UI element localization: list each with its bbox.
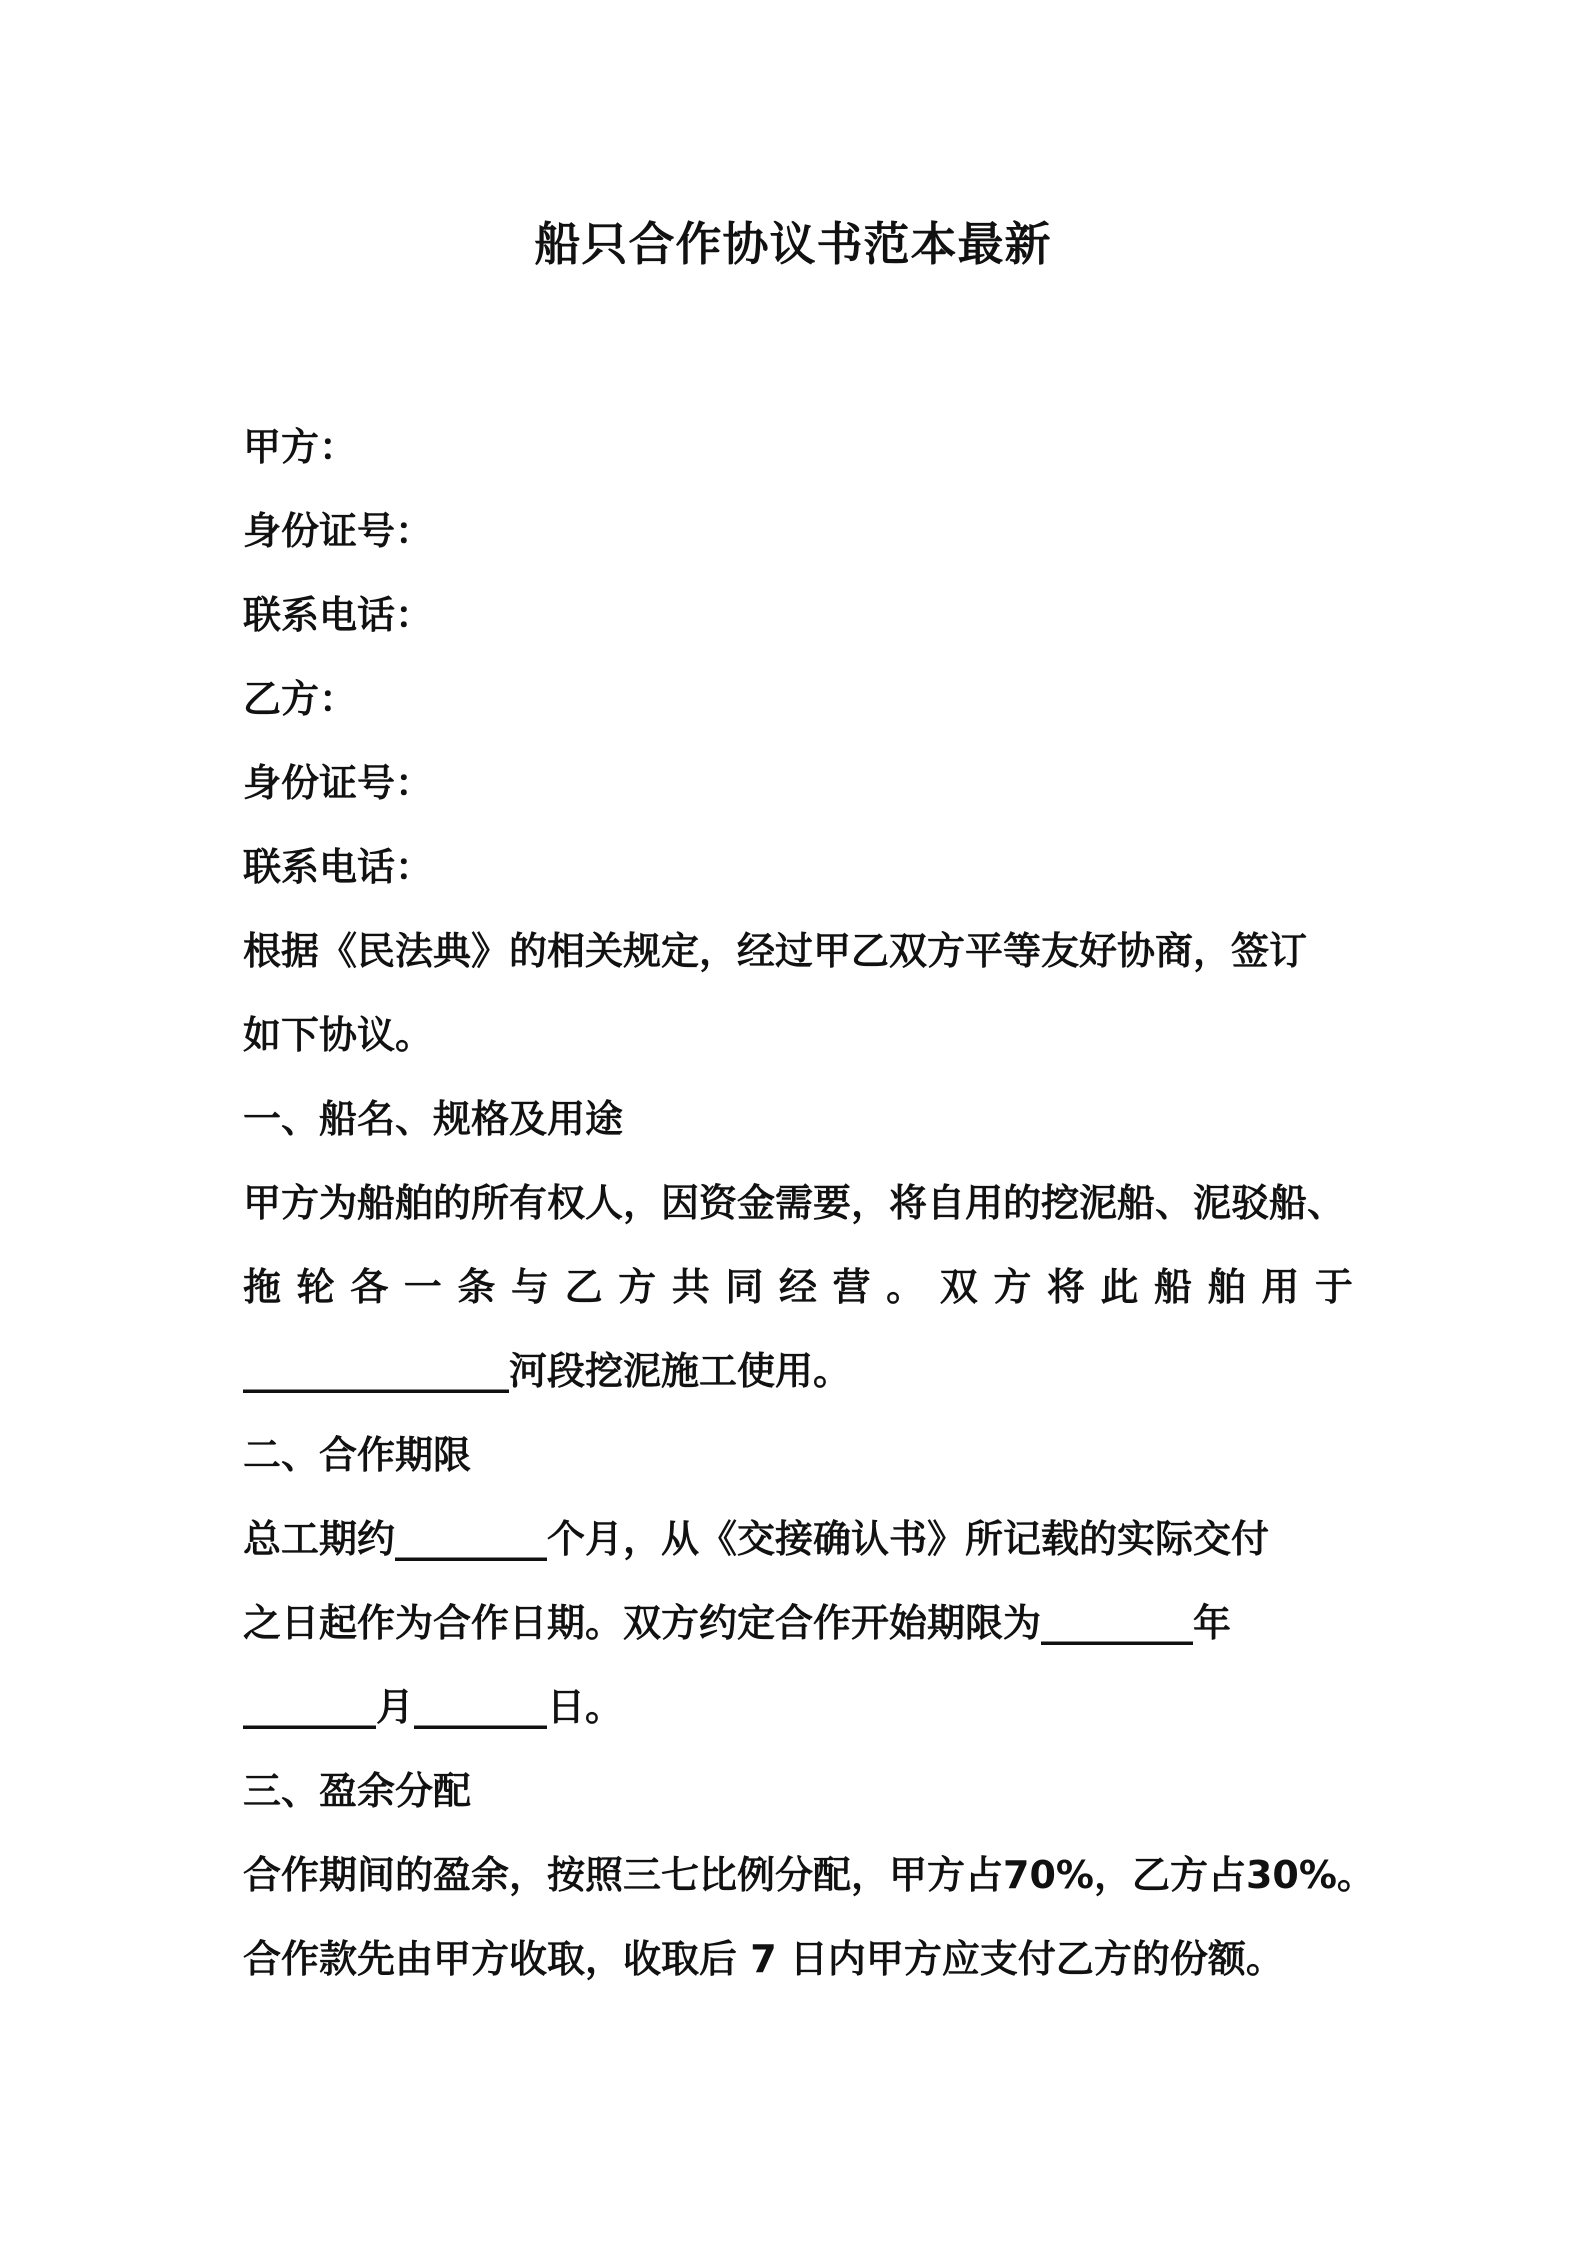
char: 条 [457, 1265, 496, 1309]
document-title: 船只合作协议书范本最新 [534, 217, 1052, 271]
char: 此 [1100, 1265, 1139, 1309]
char: 。 [886, 1265, 925, 1309]
char: 将 [1046, 1265, 1085, 1309]
char: 拖 [243, 1265, 282, 1309]
party-a-id-label: 身份证号： [243, 509, 434, 553]
section-2-line-1: 总工期约________个月，从《交接确认书》所记载的实际交付 [243, 1517, 1270, 1561]
intro-line-1: 根据《民法典》的相关规定，经过甲乙双方平等友好协商，签订 [243, 929, 1308, 973]
party-b-id-label: 身份证号： [243, 761, 434, 805]
section-3-heading: 三、盈余分配 [243, 1769, 472, 1813]
char: 于 [1314, 1265, 1353, 1309]
char: 方 [993, 1265, 1032, 1309]
char: 共 [671, 1265, 710, 1309]
section-1-heading: 一、船名、规格及用途 [243, 1097, 624, 1141]
char: 方 [618, 1265, 657, 1309]
party-a-phone-label: 联系电话： [243, 593, 434, 637]
section-2-line-2: 之日起作为合作日期。双方约定合作开始期限为________年 [243, 1601, 1232, 1645]
char: 各 [350, 1265, 389, 1309]
intro-line-2: 如下协议。 [243, 1013, 434, 1057]
char: 经 [778, 1265, 817, 1309]
section-1-line-3: ______________河段挖泥施工使用。 [243, 1349, 852, 1393]
party-b-label: 乙方： [243, 677, 358, 721]
party-b-phone-label: 联系电话： [243, 845, 434, 889]
section-1-line-1: 甲方为船舶的所有权人，因资金需要，将自用的挖泥船、泥驳船、 [243, 1181, 1346, 1225]
char: 轮 [296, 1265, 335, 1309]
char: 营 [832, 1265, 871, 1309]
char: 一 [403, 1265, 442, 1309]
section-2-heading: 二、合作期限 [243, 1433, 472, 1477]
section-3-line-1: 合作期间的盈余，按照三七比例分配，甲方占70%，乙方占30%。 [243, 1853, 1375, 1897]
document-body [243, 405, 1375, 2001]
char: 乙 [564, 1265, 603, 1309]
char: 与 [510, 1265, 549, 1309]
section-3-line-2: 合作款先由甲方收取，收取后 7 日内甲方应支付乙方的份额。 [243, 1937, 1284, 1981]
char: 舶 [1207, 1265, 1246, 1309]
party-a-label: 甲方： [243, 425, 358, 469]
char: 船 [1154, 1265, 1193, 1309]
char: 双 [939, 1265, 978, 1309]
section-2-line-3: _______月_______日。 [243, 1685, 624, 1729]
char: 同 [725, 1265, 764, 1309]
section-1-line-2 [243, 1245, 1353, 1329]
char: 用 [1261, 1265, 1300, 1309]
